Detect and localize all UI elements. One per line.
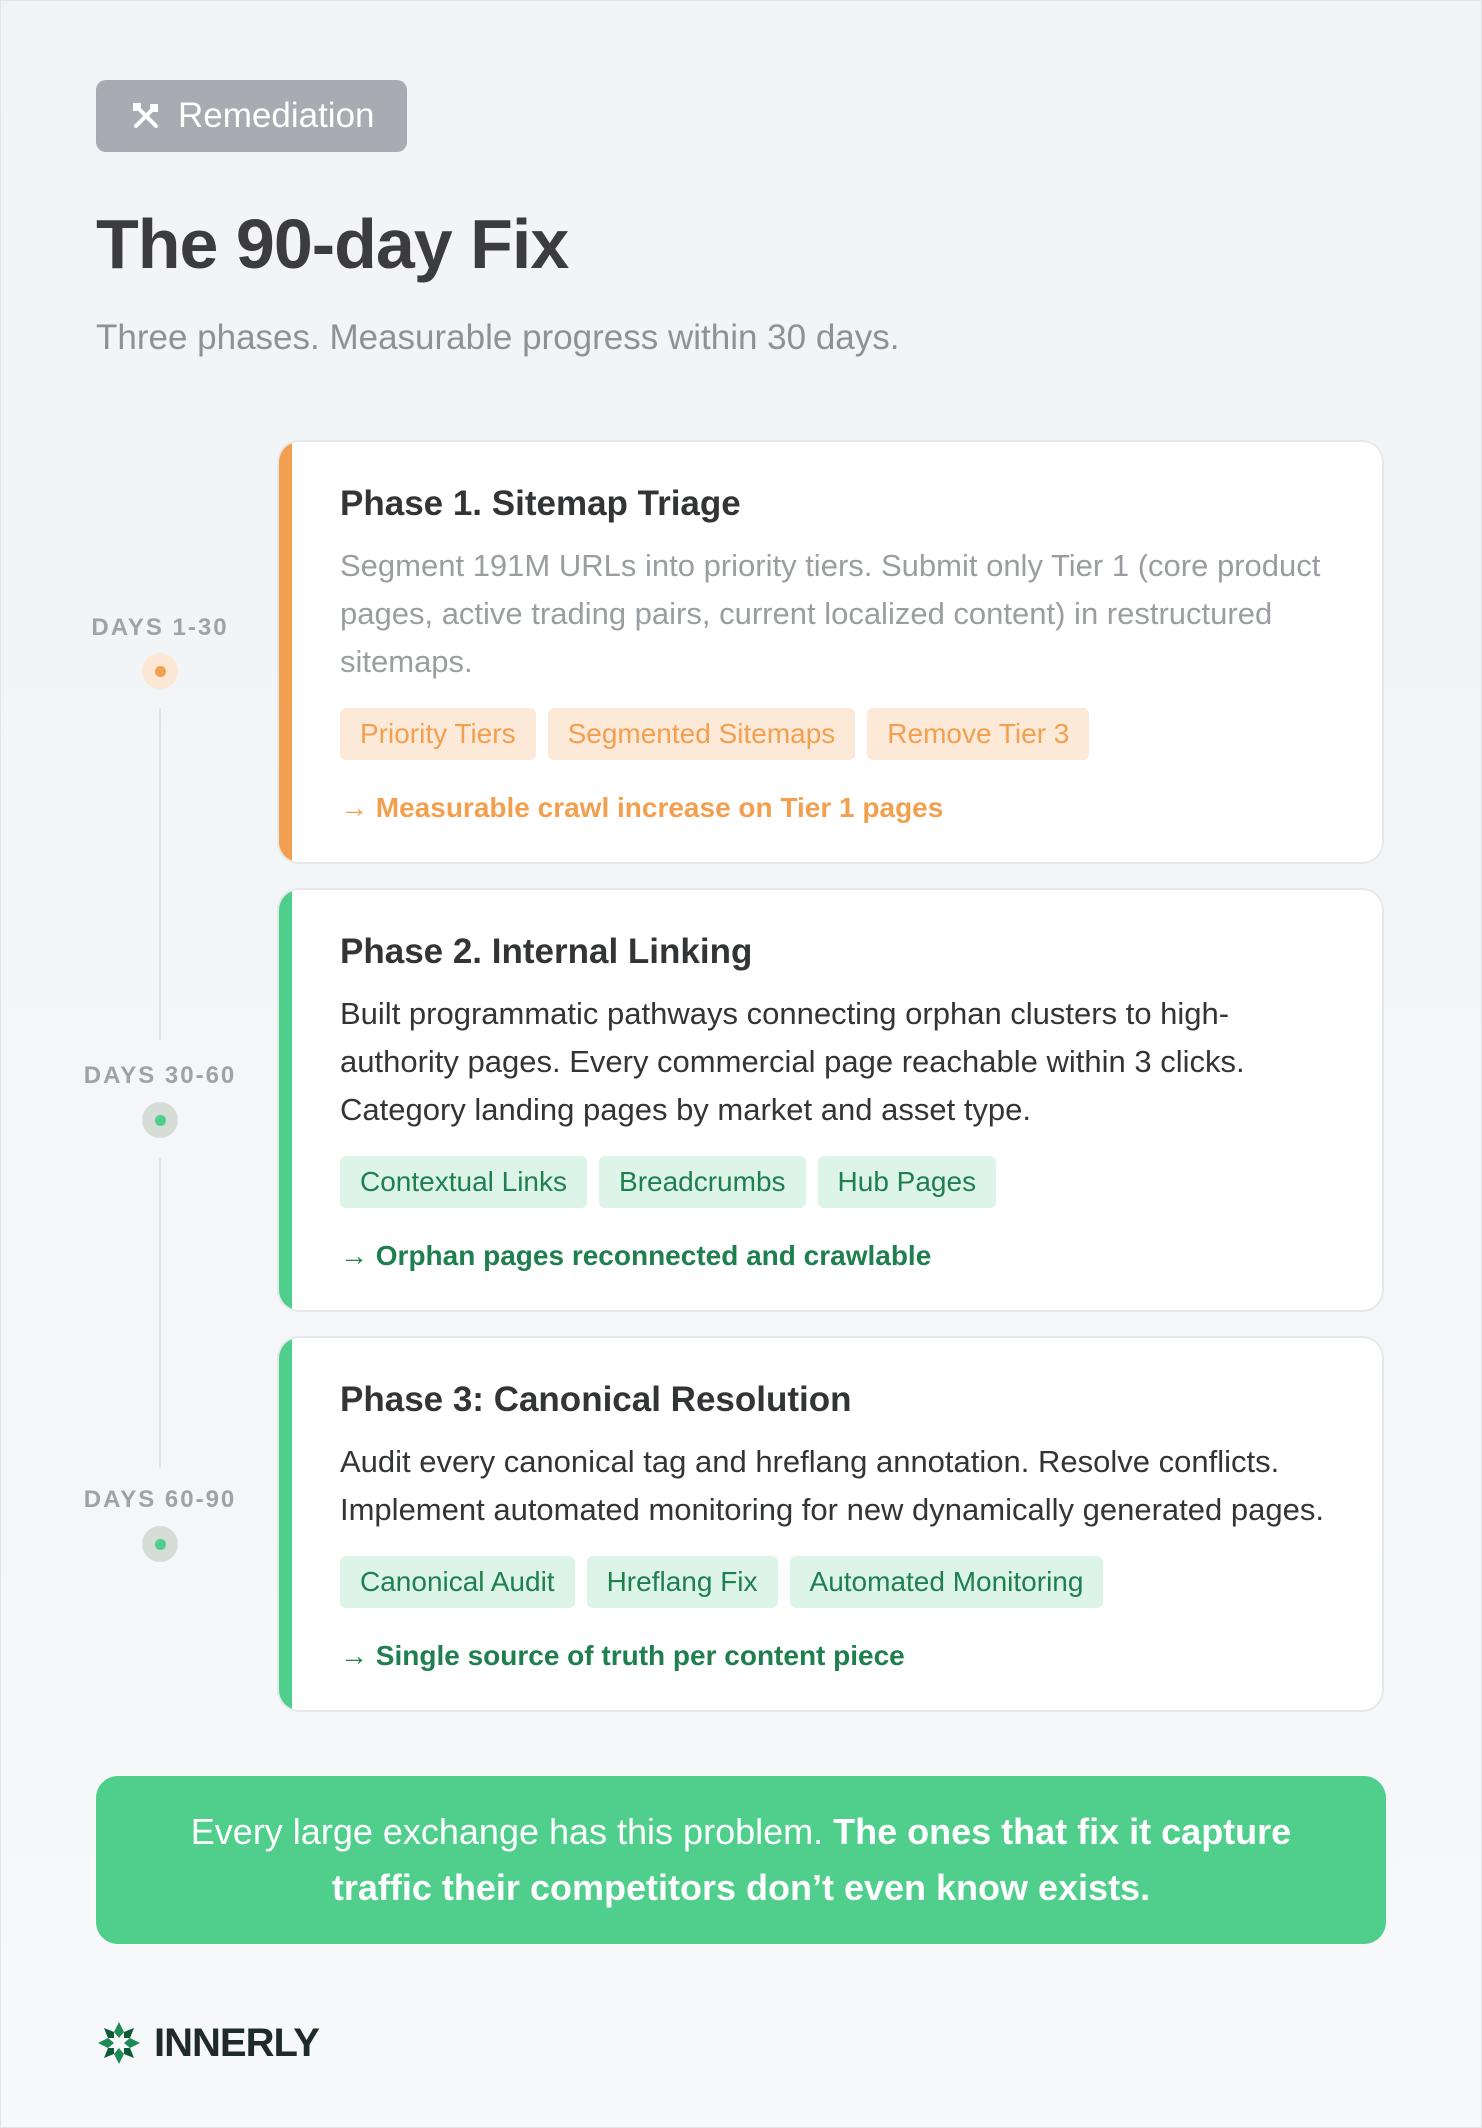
phase-1-title: Phase 1. Sitemap Triage [340, 484, 741, 523]
phase-3-tags [340, 1556, 1103, 1608]
phase-2-dot [142, 1102, 178, 1138]
phase-1-outcome: → Measurable crawl increase on Tier 1 pages [340, 792, 944, 823]
timeline-connector [159, 708, 161, 1040]
phase-2-tags [340, 1156, 996, 1208]
phase-3-outcome: → Single source of truth per content piece [340, 1640, 905, 1671]
phase-2-description: Built programmatic pathways connecting orphan clusters to high-authority pages. Every commercial page reachable within 3 clicks. Category landing pages by market and asset type. [340, 996, 1245, 1127]
innerly-logo-icon [96, 2020, 142, 2066]
badge-label: Remediation [178, 96, 375, 135]
phase-2-title: Phase 2. Internal Linking [340, 932, 753, 971]
callout-lead: Every large exchange has this problem. [190, 1811, 834, 1852]
phase-3-description: Audit every canonical tag and hreflang annotation. Resolve conflicts. Implement automated monitoring for new dynamically generated pages. [340, 1444, 1324, 1527]
tag: Hreflang Fix [587, 1556, 778, 1608]
phase-2-days: DAYS 30-60 [83, 1062, 237, 1089]
section-badge [96, 80, 407, 152]
phase-1-description: Segment 191M URLs into priority tiers. Submit only Tier 1 (core product pages, active trading pairs, current localized content) in restructured sitemaps. [340, 548, 1321, 679]
tag: Contextual Links [340, 1156, 587, 1208]
phase-1-accent-bar [279, 442, 292, 862]
phase-3-accent-bar [279, 1338, 292, 1710]
phase-1-dot [142, 653, 178, 689]
brand-name: INNERLY [154, 2020, 319, 2065]
phase-1-tags [340, 708, 1089, 760]
page-title: The 90-day Fix [96, 205, 569, 283]
phase-3-title: Phase 3: Canonical Resolution [340, 1380, 852, 1419]
tag: Priority Tiers [340, 708, 536, 760]
closing-callout [96, 1776, 1386, 1944]
tag: Segmented Sitemaps [548, 708, 856, 760]
phase-2-outcome: → Orphan pages reconnected and crawlable [340, 1240, 932, 1271]
phase-2-accent-bar [279, 890, 292, 1310]
phase-2-card [277, 888, 1384, 1312]
page-subtitle: Three phases. Measurable progress within 30 days. [96, 318, 900, 357]
tag: Hub Pages [818, 1156, 997, 1208]
phase-3-dot [142, 1526, 178, 1562]
phase-3-days: DAYS 60-90 [83, 1486, 237, 1513]
tag: Automated Monitoring [790, 1556, 1104, 1608]
phase-1-days: DAYS 1-30 [91, 614, 229, 641]
tag: Breadcrumbs [599, 1156, 806, 1208]
tag: Canonical Audit [340, 1556, 575, 1608]
timeline-connector [159, 1158, 161, 1468]
callout-text [176, 1804, 1306, 1916]
callout-emphasis: The ones that fix it capture traffic their competitors don’t even know exists. [331, 1811, 1292, 1908]
tools-icon [130, 100, 162, 132]
phase-1-card [277, 440, 1384, 864]
brand-logo [96, 2020, 319, 2066]
tag: Remove Tier 3 [867, 708, 1089, 760]
phase-3-card [277, 1336, 1384, 1712]
